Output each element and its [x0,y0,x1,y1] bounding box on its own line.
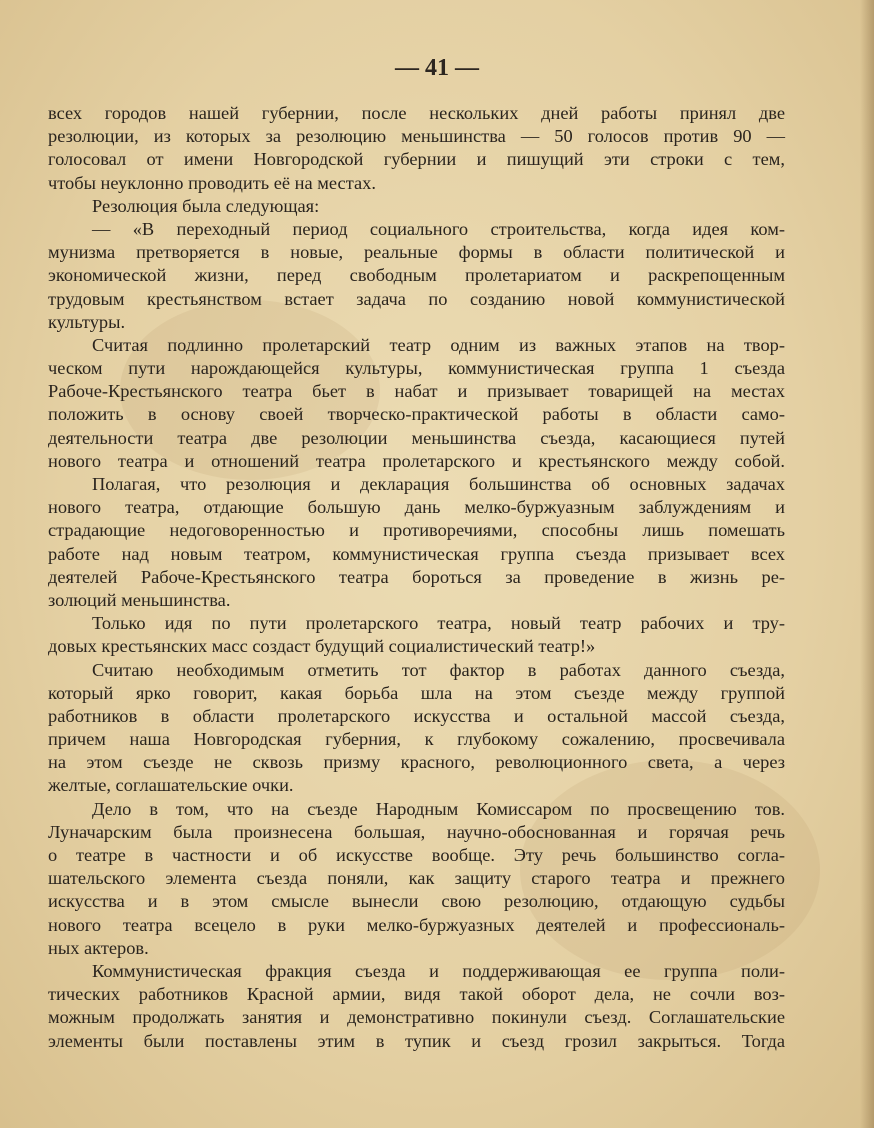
text-line: ных актеров. [48,937,149,958]
text-line: Дело в том, что на съезде Народным Комиссаром по просвещению тов. [92,798,785,819]
body-text [48,102,785,1053]
text-line: страдающие недоговоренностью и противоречиями, способны лишь помешать [48,520,785,541]
text-line: золюций меньшинства. [48,589,231,610]
text-line: Резолюция была следующая: [92,195,320,216]
text-line: Считая подлинно пролетарский театр одним из важных этапов на твор- [92,334,785,355]
text-line: резолюции, из которых за резолюцию меньшинства — 50 голосов против 90 — [48,126,785,147]
text-line: Считаю необходимым отметить тот фактор в работах данного съезда, [92,659,785,680]
page-edge-shadow [860,0,874,1128]
text-line: мунизма претворяется в новые, реальные формы в области политической и [48,242,785,263]
text-line: Рабоче-Крестьянского театра бьет в набат и призывает товарищей на местах [48,381,785,402]
text-line: искусства и в этом смысле вынесли свою резолюцию, отдающую судьбы [48,891,785,912]
page-number: — 41 — [395,55,479,81]
text-line: — «В переходный период социального строительства, когда идея ком- [92,218,785,239]
text-line: желтые, соглашательские очки. [48,775,294,796]
text-line: чтобы неуклонно проводить её на местах. [48,172,376,193]
text-line: культуры. [48,311,126,332]
text-line: ческом пути нарождающейся культуры, коммунистическая группа 1 съезда [48,358,785,379]
text-line: Коммунистическая фракция съезда и поддерживающая ее группа поли- [92,960,785,981]
text-line: элементы были поставлены этим в тупик и съезд грозил закрыться. Тогда [48,1030,785,1051]
text-line: всех городов нашей губернии, после нескольких дней работы принял две [48,103,785,123]
text-line: о театре в частности и об искусстве вообще. Эту речь большинство согла- [48,845,785,865]
text-line: шательского элемента съезда поняли, как защиту старого театра и прежнего [48,868,785,889]
text-line: экономической жизни, перед свободным пролетариатом и раскрепощенным [48,265,785,286]
text-line: нового театра и отношений театра пролетарского и крестьянского между собой. [48,450,785,471]
text-line: деятельности театра две резолюции меньшинства съезда, касающиеся путей [48,427,785,448]
text-line: причем наша Новгородская губерния, к глубокому сожалению, просвечивала [48,729,785,750]
text-line: работе над новым театром, коммунистическая группа съезда призывает всех [48,543,785,564]
text-line: работников в области пролетарского искусства и остальной массой съезда, [48,705,785,726]
text-line: на этом съезде не сквозь призму красного, революционного света, а через [48,752,785,773]
text-line: Полагая, что резолюция и декларация большинства об основных задачах [92,474,785,494]
text-line: довых крестьянских масс создаст будущий социалистический театр!» [48,636,596,657]
text-line: нового театра всецело в руки мелко-буржуазных деятелей и профессиональ- [48,914,785,935]
text-line: который ярко говорит, какая борьба шла на этом съезде между группой [48,682,785,703]
text-line: Только идя по пути пролетарского театра, новый театр рабочих и тру- [92,613,785,634]
text-line: голосовал от имени Новгородской губернии и пишущий эти строки с тем, [48,149,785,170]
text-line: трудовым крестьянством встает задача по созданию новой коммунистической [48,288,785,309]
text-line: деятелей Рабоче-Крестьянского театра бороться за проведение в жизнь ре- [48,566,785,587]
text-line: Луначарским была произнесена большая, научно-обоснованная и горячая речь [48,821,785,842]
text-line: тических работников Красной армии, видя такой оборот дела, не сочли воз- [48,984,785,1005]
text-line: положить в основу своей творческо-практической работы в области само- [48,404,785,425]
text-line: нового театра, отдающие большую дань мелко-буржуазным заблуждениям и [48,497,785,518]
text-line: можным продолжать занятия и демонстративно покинули съезд. Соглашательские [48,1007,785,1028]
